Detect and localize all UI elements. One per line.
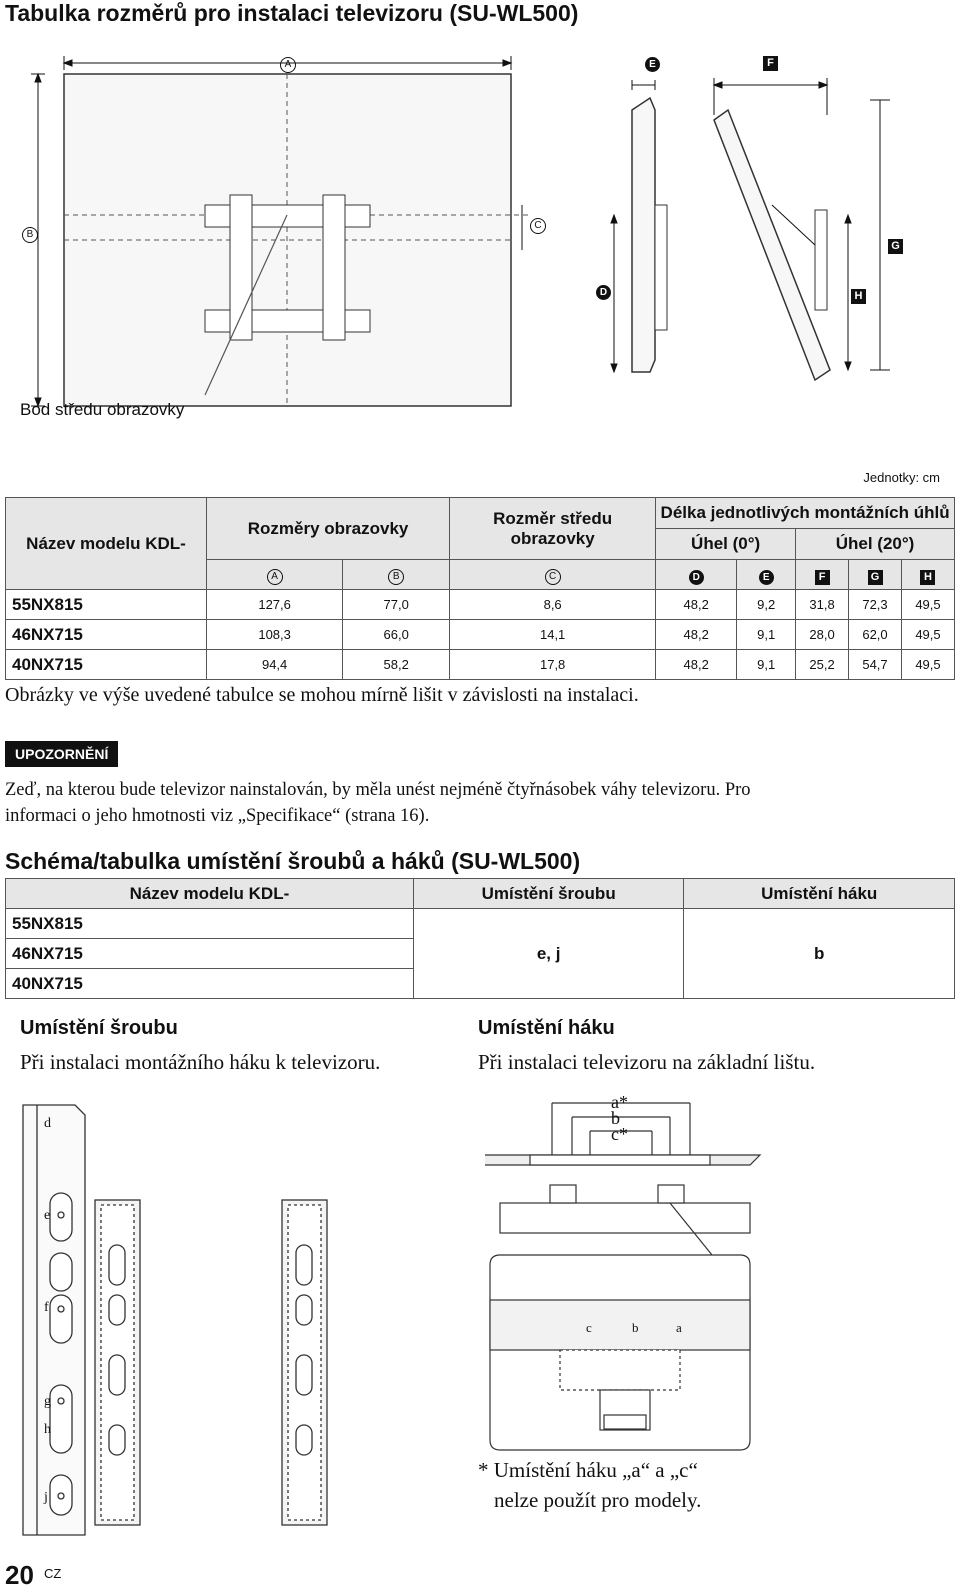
- screw-letter-h: h: [44, 1422, 51, 1437]
- screw-letter-e: e: [44, 1208, 51, 1223]
- screen-center-caption: Bod středu obrazovky: [20, 400, 185, 419]
- warning-text: [5, 777, 751, 829]
- hook-label-c: c*: [611, 1124, 628, 1144]
- table-row: 40NX715: [6, 969, 955, 999]
- screw-location-title: Umístění šroubu: [20, 1017, 178, 1039]
- label-g: G: [888, 239, 903, 254]
- th-center: Rozměr středu obrazovky: [450, 498, 656, 560]
- th-letter-d: D: [689, 570, 704, 585]
- note-images-vary: Obrázky ve výše uvedené tabulce se mohou mírně lišit v závislosti na instalaci.: [5, 684, 639, 706]
- dimensions-table: [5, 497, 955, 680]
- table-row: 40NX715 94,4 58,2 17,8 48,2 9,1 25,2 54,7 49,5: [6, 650, 955, 680]
- table-row: 46NX715: [6, 939, 955, 969]
- th-letter-e: E: [759, 570, 774, 585]
- label-h: H: [851, 289, 866, 304]
- hook-label-a: a*: [611, 1092, 628, 1112]
- screw-value: e, j: [413, 909, 684, 999]
- screw-letter-f: f: [44, 1300, 49, 1315]
- page-lang: CZ: [44, 1566, 62, 1581]
- screw-letter-d: d: [44, 1116, 51, 1131]
- warning-line-2: informaci o jeho hmotnosti viz „Specifikace“ (strana 16).: [5, 806, 430, 826]
- zoom-label-a: a: [676, 1320, 682, 1335]
- screw-location-table: [5, 878, 955, 999]
- label-b: B: [22, 227, 38, 243]
- zoom-label-b: b: [632, 1320, 639, 1335]
- label-c: C: [530, 218, 546, 234]
- label-a: A: [280, 57, 296, 73]
- zoom-label-c: c: [586, 1320, 592, 1335]
- th-letter-c: C: [545, 569, 561, 585]
- hook-label-b: b: [611, 1108, 620, 1128]
- th-angle0: Úhel (0°): [656, 529, 796, 560]
- table-row: 55NX815 e, j b: [6, 909, 955, 939]
- section2-title: Schéma/tabulka umístění šroubů a háků (SU-WL500): [5, 848, 581, 874]
- screw-letter-j: j: [44, 1490, 48, 1505]
- footnote-line-2: nelze použít pro modely.: [494, 1488, 702, 1512]
- hook-footnote: [478, 1455, 701, 1515]
- label-d: D: [596, 285, 611, 300]
- label-f: F: [763, 56, 778, 71]
- hook-rail-diagram: [480, 1095, 960, 1465]
- th-letter-f: F: [815, 570, 830, 585]
- th-screen: Rozměry obrazovky: [207, 498, 450, 560]
- screw-bracket-diagram: [15, 1095, 475, 1555]
- th-hook: Umístění háku: [684, 879, 955, 909]
- th-letter-h: H: [920, 570, 935, 585]
- th-screw: Umístění šroubu: [413, 879, 684, 909]
- warning-badge: UPOZORNĚNÍ: [5, 741, 118, 767]
- label-e: E: [645, 57, 660, 72]
- th-letter-a: A: [267, 569, 283, 585]
- th-letter-b: B: [388, 569, 404, 585]
- units-note: Jednotky: cm: [863, 470, 940, 485]
- tv-dimension-diagram: [0, 40, 960, 440]
- th-model: Název modelu KDL-: [6, 498, 207, 590]
- screw-letter-g: g: [44, 1394, 51, 1409]
- warning-line-1: Zeď, na kterou bude televizor nainstalován, by měla unést nejméně čtyřnásobek váhy televizoru. Pro: [5, 780, 751, 800]
- table-row: 46NX715 108,3 66,0 14,1 48,2 9,1 28,0 62,0 49,5: [6, 620, 955, 650]
- page-title: Tabulka rozměrů pro instalaci televizoru (SU-WL500): [5, 0, 579, 26]
- page-number: 20: [5, 1560, 34, 1590]
- hook-value: b: [684, 909, 955, 999]
- hook-location-text: Při instalaci televizoru na základní lištu.: [478, 1050, 816, 1074]
- th-length: Délka jednotlivých montážních úhlů: [656, 498, 955, 529]
- table-row: 55NX815 127,6 77,0 8,6 48,2 9,2 31,8 72,3 49,5: [6, 590, 955, 620]
- th-model-kdl: Název modelu KDL-: [6, 879, 414, 909]
- hook-location-title: Umístění háku: [478, 1017, 615, 1039]
- screw-location-text: Při instalaci montážního háku k televizoru.: [20, 1050, 381, 1074]
- th-angle20: Úhel (20°): [796, 529, 955, 560]
- footnote-line-1: * Umístění háku „a“ a „c“: [478, 1458, 698, 1482]
- th-letter-g: G: [868, 570, 883, 585]
